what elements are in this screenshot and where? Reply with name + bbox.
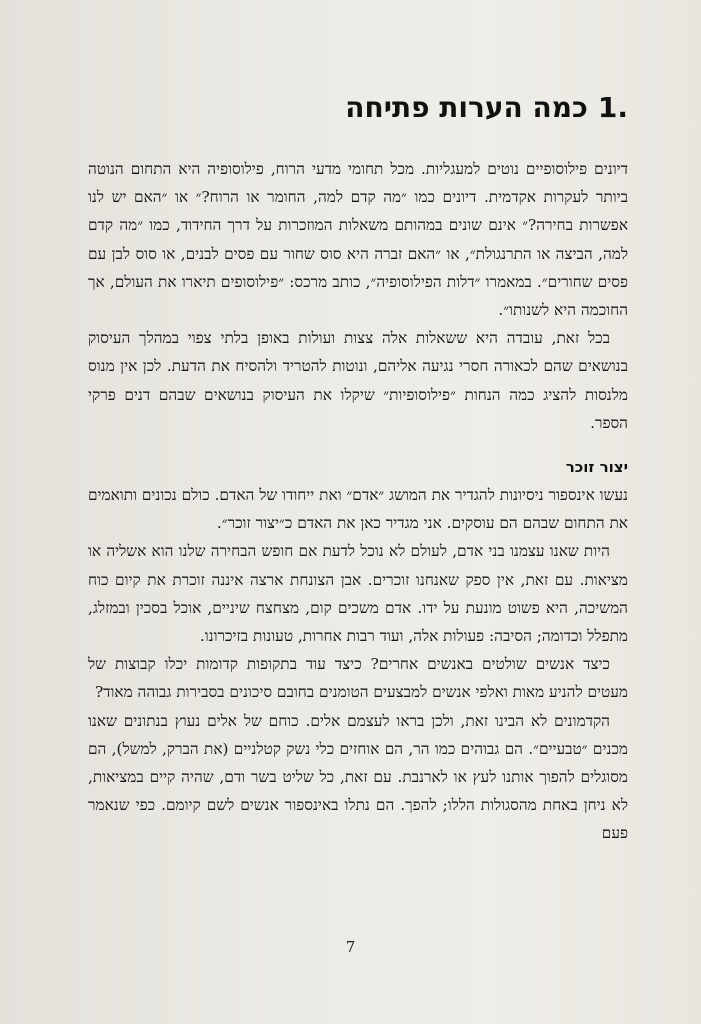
- chapter-title-text: כמה הערות פתיחה: [345, 91, 588, 124]
- section-paragraph-2: היות שאנו עצמנו בני אדם, לעולם לא נוכל לדעת אם חופש הבחירה שלנו הוא אשליה או מציאות. עם זאת, אין ספק שאנחנו זוכרים. אבן הצונחת ארצה איננה זוכרת את קיום כוח המשיכה, היא פשוט מונעת על ידו. אדם משכים קום, מצחצח שיניים, אוכל בסכין ובמזלג, מתפלל וכדומה; הסיבה: פעולות אלה, ועוד רבות אחרות, טעונות בזיכרונו.: [88, 542, 628, 646]
- section-paragraph-3: כיצד אנשים שולטים באנשים אחרים? כיצד עוד בתקופות קדומות יכלו קבוצות של מעטים להניע מאות ואלפי אנשים למבצעים הטומנים בחובם סיכונים בסבירות גבוהה מאוד?: [88, 655, 628, 702]
- page-number: 7: [345, 938, 356, 956]
- paragraph-1: דיונים פילוסופיים נוטים למעגליות. מכל תחומי מדעי הרוח, פילוסופיה היא התחום הנוטה ביותר לעקרות אקדמית. דיונים כמו ״מה קדם למה, החומר או הרוח?״ או ״האם יש לנו אפשרות בחירה?״ אינם שונים במהותם משאלות המוזכרות על דרך החידוד, כמו ״מה קדם למה, הביצה או התרנגולת״, או ״האם זברה היא סוס שחור עם פסים לבנים, או סוס לבן עם פסים שחורים״. במאמרו ״דלות הפילוסופיה״, כותב מרכס: ״פילוסופים תיארו את העולם, אך החוכמה היא לשנותו״.: [88, 160, 628, 320]
- section-paragraph-4: הקדמונים לא הבינו זאת, ולכן בראו לעצמם אלים. כוחם של אלים נעוץ בנתונים שאנו מכנים ״טבעיים״. הם גבוהים כמו הר, הם אוחזים כלי נשק קטלניים (את הברק, למשל), הם מסוגלים להפוך אותנו לעץ או לארנבת. עם זאת, כל שליט בשר ודם, שהיה קיים במציאות, לא ניחן באחת מהסגולות הללו; להפך. הם נתלו באינספור אנשים לשם קיומם. כפי שנאמר פעם: [88, 711, 628, 843]
- section-heading: יצור זוכר: [565, 458, 628, 477]
- chapter-number: 1.: [597, 91, 628, 124]
- section-paragraph-1: נעשו אינספור ניסיונות להגדיר את המושג ״אדם״ ואת ייחודו של האדם. כולם נכונים ותואמים את התחום שבהם הם עוסקים. אני מגדיר כאן את האדם כ״יצור זוכר״.: [88, 486, 628, 533]
- chapter-title: [345, 90, 628, 126]
- body-text: [88, 155, 628, 848]
- paragraph-2: בכל זאת, עובדה היא ששאלות אלה צצות ועולות באופן בלתי צפוי במהלך העיסוק בנושאים שהם לכאורה חסרי נגיעה אליהם, ונוטות להטריד ולהסיח את הדעת. לכן אין מנוס מלנסות להציג כמה הנחות ״פילוסופיות״ שיקלו את העיסוק בנושאים שבהם דנים פרקי הספר.: [88, 329, 628, 432]
